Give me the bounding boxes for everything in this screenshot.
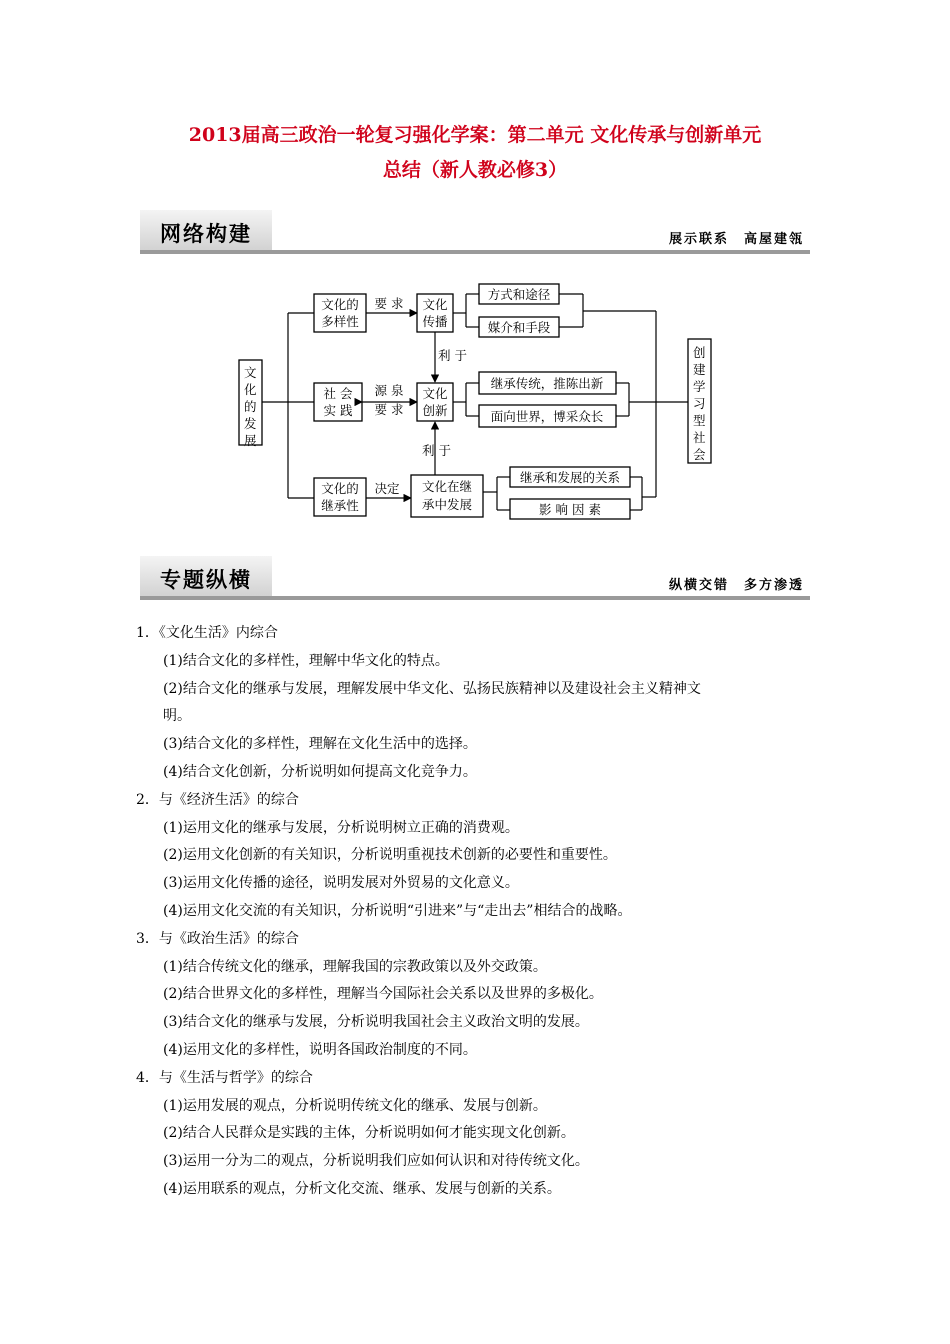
node-spread-way-label: 方式和途径 <box>487 287 551 302</box>
section-rule <box>140 250 810 254</box>
root-char-1: 文 <box>244 365 257 380</box>
root-char-5: 展 <box>244 433 257 448</box>
node-diversity-line-2: 多样性 <box>321 314 359 329</box>
topic-heading: 1．《文化生活》内综合 <box>136 625 278 641</box>
section-tab <box>140 210 272 254</box>
node-innovation-line-1: 文化 <box>422 386 448 401</box>
topic-heading: 2．与《经济生活》的综合 <box>136 791 299 808</box>
node-inherit-line-2: 继承性 <box>321 498 359 513</box>
topic-item: (1)结合传统文化的继承，理解我国的宗教政策以及外交政策。 <box>163 958 547 975</box>
node-diversity-line-1: 文化的 <box>321 297 359 312</box>
section-tab <box>140 556 272 600</box>
node-dev-b-label: 影 响 因 素 <box>539 502 601 517</box>
topics-list <box>136 620 826 1204</box>
root-char-4: 发 <box>244 416 257 431</box>
node-dev-a-label: 继承和发展的关系 <box>519 470 621 485</box>
concept-diagram <box>140 255 810 545</box>
topic-item: (2)结合世界文化的多样性，理解当今国际社会关系以及世界的多极化。 <box>163 986 603 1003</box>
topic-item: (2)结合人民群众是实践的主体，分析说明如何才能实现文化创新。 <box>163 1125 575 1142</box>
edge-label-decide: 决定 <box>374 481 400 496</box>
topic-heading: 4．与《生活与哲学》的综合 <box>136 1069 313 1086</box>
node-inno-a-label: 继承传统，推陈出新 <box>490 376 604 391</box>
topic-item: (3)运用一分为二的观点，分析说明我们应如何认识和对待传统文化。 <box>163 1153 589 1170</box>
root-char-2: 化 <box>244 382 257 397</box>
learning-char-4: 习 <box>693 396 706 411</box>
edge-label-require: 要 求 <box>374 296 404 311</box>
topic-item: (1)运用文化的继承与发展，分析说明树立正确的消费观。 <box>163 819 519 836</box>
topic-item: (4)运用文化的多样性，说明各国政治制度的不同。 <box>163 1041 477 1058</box>
node-practice-line-1: 社 会 <box>323 386 353 401</box>
node-learning-society-label <box>693 345 710 462</box>
learning-char-1: 创 <box>693 345 706 360</box>
edge-label-require-2: 要 求 <box>374 402 404 417</box>
section-header-topics <box>140 556 810 600</box>
topic-item: (2)运用文化创新的有关知识，分析说明重视技术创新的必要性和重要性。 <box>163 847 617 864</box>
node-inherit-line-1: 文化的 <box>321 481 359 496</box>
node-practice-line-2: 实 践 <box>323 403 353 418</box>
edge-label-benefit-1: 利 于 <box>438 348 467 363</box>
learning-char-6: 社 <box>693 430 706 445</box>
topic-item: (4)运用文化交流的有关知识，分析说明“引进来”与“走出去”相结合的战略。 <box>163 902 632 919</box>
section-slogan: 纵横交错 多方渗透 <box>668 578 804 593</box>
section-header-network <box>140 210 810 254</box>
learning-char-2: 建 <box>693 362 706 377</box>
node-inno-b-label: 面向世界，博采众长 <box>490 409 604 424</box>
section-slogan: 展示联系 高屋建瓴 <box>668 232 804 247</box>
section-heading: 网络构建 <box>160 222 252 246</box>
topic-item: (1)结合文化的多样性，理解中华文化的特点。 <box>163 652 449 669</box>
topic-item: (1)运用发展的观点，分析说明传统文化的继承、发展与创新。 <box>163 1097 547 1114</box>
node-spread-line-1: 文化 <box>422 297 448 312</box>
topic-item: (4)结合文化创新，分析说明如何提高文化竞争力。 <box>163 763 477 780</box>
topic-item: (4)运用联系的观点，分析文化交流、继承、发展与创新的关系。 <box>163 1180 561 1197</box>
edge-label-source: 源 泉 <box>374 383 404 398</box>
node-innovation-line-2: 创新 <box>422 403 448 418</box>
learning-char-5: 型 <box>693 413 706 428</box>
topic-item: (3)结合文化的多样性，理解在文化生活中的选择。 <box>163 736 477 753</box>
edge-label-benefit-2: 利 于 <box>422 443 451 458</box>
topic-item: 明。 <box>163 708 191 725</box>
learning-char-3: 学 <box>693 379 706 394</box>
node-spread-line-2: 传播 <box>422 314 448 329</box>
topic-item: (3)运用文化传播的途径，说明发展对外贸易的文化意义。 <box>163 875 519 892</box>
node-develop-line-1: 文化在继 <box>421 479 473 494</box>
document-title-line-2: 总结（新人教必修3） <box>382 159 568 181</box>
learning-char-7: 会 <box>693 447 706 462</box>
section-rule <box>140 596 810 600</box>
section-heading: 专题纵横 <box>160 568 252 592</box>
node-spread-media-label: 媒介和手段 <box>487 320 551 335</box>
topic-item: (3)结合文化的继承与发展，分析说明我国社会主义政治文明的发展。 <box>163 1014 589 1031</box>
node-develop-line-2: 承中发展 <box>421 497 473 512</box>
topic-heading: 3．与《政治生活》的综合 <box>136 930 299 947</box>
document-title-line-1: 2013届高三政治一轮复习强化学案：第二单元 文化传承与创新单元 <box>188 124 762 146</box>
topic-item: (2)结合文化的继承与发展，理解发展中华文化、弘扬民族精神以及建设社会主义精神文 <box>163 680 701 697</box>
root-char-3: 的 <box>244 399 257 414</box>
